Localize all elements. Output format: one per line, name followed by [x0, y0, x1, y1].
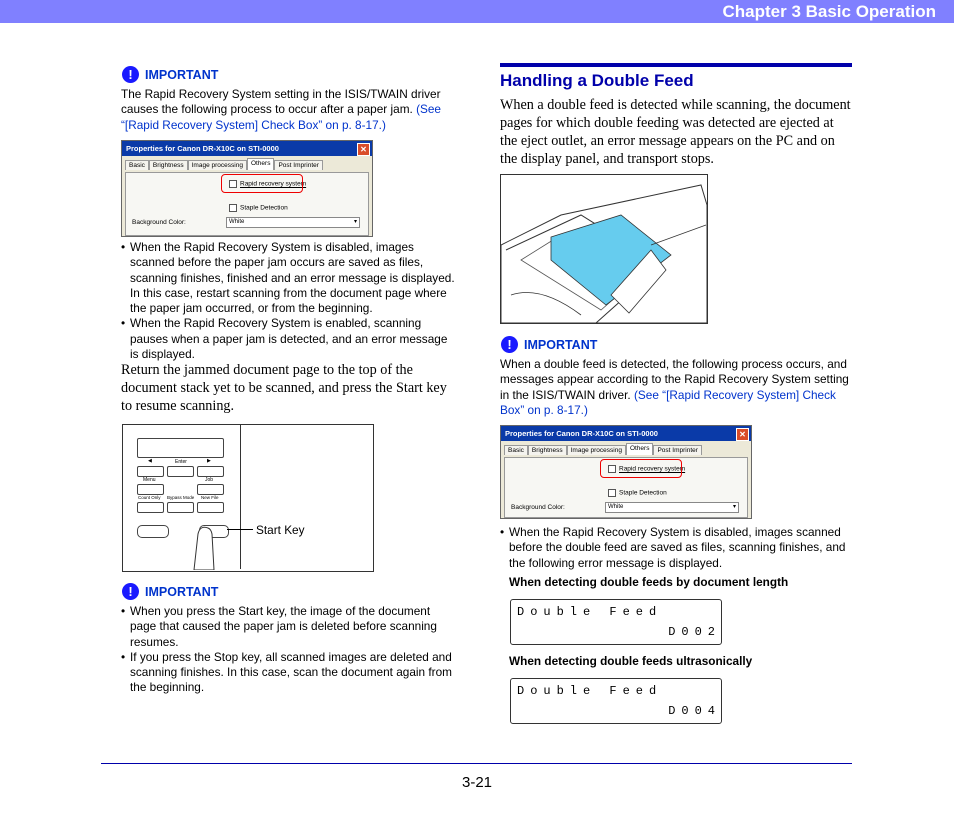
list-item: • When the Rapid Recovery System is disabled, images scanned before the paper jam occurs are saved as files, scanning finishes, finished and an error message is displayed. In this case, restart scanning from the document page where the paper jam occurred, or from the beginning. — [121, 240, 456, 316]
list-item: • When you press the Start key, the image of the document page that caused the paper jam is deleted before scanning resumes. — [121, 604, 456, 650]
left-arrow-icon: ◀ — [148, 458, 152, 464]
exclamation-icon: ! — [501, 336, 518, 353]
section-rule — [500, 63, 852, 67]
dropdown-arrow-icon: ▾ — [353, 219, 357, 225]
dialog-tabs — [501, 445, 751, 455]
finger-icon — [178, 520, 223, 570]
dialog-body — [504, 457, 748, 518]
lcd-line-1: Double Feed — [517, 684, 663, 698]
dropdown-arrow-icon: ▾ — [732, 504, 736, 510]
tab-basic: Basic — [504, 445, 528, 455]
subheading-ultrasonic: When detecting double feeds ultrasonically — [509, 654, 753, 668]
panel-button — [197, 502, 224, 513]
lcd-line-1: Double Feed — [517, 605, 663, 619]
tab-others: Others — [247, 158, 275, 170]
tab-image-processing: Image processing — [567, 445, 626, 455]
dialog-tabs — [122, 160, 372, 170]
properties-dialog-screenshot — [500, 425, 752, 519]
tab-others: Others — [626, 443, 654, 455]
properties-dialog-screenshot — [121, 140, 373, 237]
instruction-paragraph: Return the jammed document page to the top of the document stack yet to be scanned, and press the Start key to resume scanning. — [121, 362, 447, 414]
background-color-label: Background Color: — [511, 504, 565, 511]
new-file-label: New File — [201, 495, 219, 500]
panel-button — [197, 484, 224, 495]
staple-detection-option: Staple Detection — [608, 489, 667, 497]
count-only-label: Count Only — [138, 495, 161, 500]
tab-brightness: Brightness — [149, 160, 188, 170]
tab-post-imprinter: Post Imprinter — [274, 160, 322, 170]
important-text: The Rapid Recovery System setting in the ISIS/TWAIN driver causes the following process to occur after a paper jam. (See “[Rapid Recovery System] Check Box” on p. 8-17.) — [121, 87, 441, 132]
lcd-line-2: D004 — [668, 704, 721, 718]
chapter-title: Chapter 3 Basic Operation — [722, 2, 936, 21]
page-number: 3-21 — [462, 774, 493, 791]
close-icon: ✕ — [357, 143, 370, 156]
lcd-message-d002 — [510, 599, 722, 645]
list-item: • When the Rapid Recovery System is enabled, scanning pauses when a paper jam is detected, and an error message is displayed. — [121, 316, 456, 362]
right-arrow-icon: ▶ — [207, 458, 211, 464]
tab-post-imprinter: Post Imprinter — [653, 445, 701, 455]
panel-face — [123, 425, 241, 569]
close-icon: ✕ — [736, 428, 749, 441]
footer-rule — [101, 763, 852, 764]
cross-reference-link[interactable]: (See “[Rapid Recovery System] Check Box” on p. 8-17.) — [121, 102, 441, 132]
background-color-label: Background Color: — [132, 219, 186, 226]
panel-button — [167, 466, 194, 477]
lcd-line-2: D002 — [668, 625, 721, 639]
background-color-select: White ▾ — [226, 217, 360, 228]
bullet-list — [121, 604, 456, 696]
stop-key — [137, 525, 169, 538]
panel-button — [167, 502, 194, 513]
dialog-title: Properties for Canon DR-X10C on STI-0000 ✕ — [501, 426, 751, 441]
section-paragraph: When a double feed is detected while scanning, the document pages for which double feeding was detected are ejected at the eject outlet, an error message appears on the PC and on the display panel, and transport stops. — [500, 97, 851, 167]
cross-reference-link[interactable]: (See “[Rapid Recovery System] Check Box” on p. 8-17.) — [500, 387, 836, 417]
job-label: Job — [205, 477, 214, 483]
rapid-recovery-option: Rapid recovery system — [608, 465, 685, 473]
exclamation-icon: ! — [122, 66, 139, 83]
important-heading: ! IMPORTANT — [122, 583, 218, 600]
lcd-message-d004 — [510, 678, 722, 724]
important-heading: ! IMPORTANT — [122, 66, 218, 83]
checkbox-icon — [608, 489, 616, 497]
highlight-box — [221, 174, 303, 193]
callout-line — [227, 529, 253, 530]
dialog-body — [125, 172, 369, 236]
list-item: • If you press the Stop key, all scanned images are deleted and scanning finishes. In this case, scan the document again from the beginning. — [121, 650, 456, 696]
menu-label: Menu — [143, 477, 156, 483]
tab-brightness: Brightness — [528, 445, 567, 455]
tab-image-processing: Image processing — [188, 160, 247, 170]
section-heading: Handling a Double Feed — [500, 71, 694, 90]
dialog-title: Properties for Canon DR-X10C on STI-0000 ✕ — [122, 141, 372, 156]
lcd-display — [137, 438, 224, 458]
tab-basic: Basic — [125, 160, 149, 170]
checkbox-icon — [229, 204, 237, 212]
panel-button — [197, 466, 224, 477]
highlight-box — [600, 459, 682, 478]
panel-button — [137, 466, 164, 477]
rapid-recovery-option: Rapid recovery system — [229, 180, 306, 188]
important-heading: ! IMPORTANT — [501, 336, 597, 353]
background-color-select: White ▾ — [605, 502, 739, 513]
important-text: When a double feed is detected, the following process occurs, and messages appear according to the Rapid Recovery System setting in the ISIS/TWAIN driver. (See “[Rapid Recovery System] Check Box” on p. 8-17.) — [500, 357, 849, 417]
subheading-document-length: When detecting double feeds by document length — [509, 575, 789, 589]
operation-panel-illustration — [122, 424, 374, 572]
bullet-list — [121, 240, 456, 362]
scanner-drawing — [501, 175, 707, 323]
list-item: • When the Rapid Recovery System is disabled, images scanned before the double feed are saved as files, scanning finishes, and the following error message is displayed. — [500, 525, 852, 571]
start-key-callout: Start Key — [256, 523, 305, 537]
scanner-eject-illustration — [500, 174, 708, 324]
staple-detection-option: Staple Detection — [229, 204, 288, 212]
enter-label: Enter — [175, 459, 187, 465]
bypass-mode-label: Bypass Mode — [167, 495, 195, 500]
exclamation-icon: ! — [122, 583, 139, 600]
panel-button — [137, 484, 164, 495]
panel-button — [137, 502, 164, 513]
bullet-list — [500, 525, 852, 571]
